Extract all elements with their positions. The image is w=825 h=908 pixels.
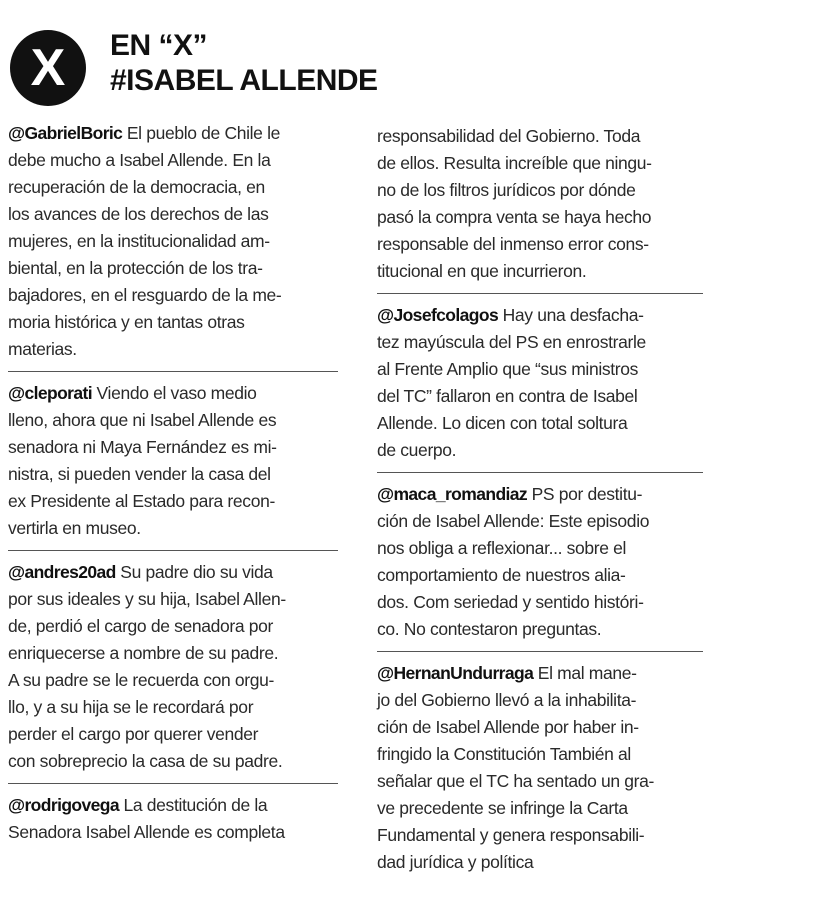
tweet-text: responsable del inmenso error cons- bbox=[377, 234, 649, 254]
tweet-text: bajadores, en el resguardo de la me- bbox=[8, 285, 282, 305]
tweet-text: ve precedente se infringe la Carta bbox=[377, 798, 628, 818]
tweet-line bbox=[8, 488, 338, 515]
tweet-text: fringido la Constitución También al bbox=[377, 744, 631, 764]
tweet-line bbox=[8, 819, 338, 846]
tweet-item bbox=[377, 121, 703, 291]
tweet-separator bbox=[377, 293, 703, 294]
tweet-line bbox=[8, 309, 338, 336]
tweet-line bbox=[377, 437, 703, 464]
tweet-text: ción de Isabel Allende: Este episodio bbox=[377, 511, 650, 531]
tweet-text: tez mayúscula del PS en enrostrarle bbox=[377, 332, 646, 352]
tweet-text: comportamiento de nuestros alia- bbox=[377, 565, 626, 585]
tweet-item bbox=[377, 658, 703, 882]
tweet-line bbox=[8, 461, 338, 488]
tweet-line bbox=[377, 123, 703, 150]
tweet-line bbox=[8, 667, 338, 694]
tweet-line bbox=[377, 660, 703, 687]
tweet-text: señalar que el TC ha sentado un gra- bbox=[377, 771, 654, 791]
tweet-text: El pueblo de Chile le bbox=[122, 123, 280, 143]
tweet-text: Allende. Lo dicen con total soltura bbox=[377, 413, 628, 433]
tweet-item bbox=[8, 790, 338, 852]
tweet-line bbox=[8, 586, 338, 613]
tweet-separator bbox=[377, 651, 703, 652]
tweet-line bbox=[377, 410, 703, 437]
tweet-text: titucional en que incurrieron. bbox=[377, 261, 587, 281]
tweet-text: de ellos. Resulta increíble que ningu- bbox=[377, 153, 652, 173]
section-title bbox=[110, 28, 378, 98]
tweet-text: llo, y a su hija se le recordará por bbox=[8, 697, 254, 717]
tweet-line bbox=[377, 481, 703, 508]
tweet-line bbox=[377, 302, 703, 329]
tweet-text: senadora ni Maya Fernández es mi- bbox=[8, 437, 277, 457]
tweet-text: nos obliga a reflexionar... sobre el bbox=[377, 538, 627, 558]
tweet-text: ción de Isabel Allende por haber in- bbox=[377, 717, 639, 737]
tweet-line bbox=[8, 228, 338, 255]
section-header bbox=[10, 24, 610, 104]
tweet-item bbox=[8, 378, 338, 548]
tweet-text: responsabilidad del Gobierno. Toda bbox=[377, 126, 641, 146]
tweet-line bbox=[377, 231, 703, 258]
x-logo-icon: X bbox=[10, 30, 86, 106]
tweet-line bbox=[377, 741, 703, 768]
tweet-line bbox=[8, 434, 338, 461]
tweet-line bbox=[377, 795, 703, 822]
tweet-line bbox=[377, 714, 703, 741]
tweet-line bbox=[377, 329, 703, 356]
tweet-text: Su padre dio su vida bbox=[115, 562, 273, 582]
tweet-text: de cuerpo. bbox=[377, 440, 457, 460]
tweet-item bbox=[8, 557, 338, 781]
tweet-line bbox=[8, 201, 338, 228]
tweet-line bbox=[8, 120, 338, 147]
tweet-line bbox=[377, 562, 703, 589]
tweet-line bbox=[8, 147, 338, 174]
tweet-text: biental, en la protección de los tra- bbox=[8, 258, 263, 278]
tweet-separator bbox=[8, 371, 338, 372]
tweet-line bbox=[377, 616, 703, 643]
tweet-text: debe mucho a Isabel Allende. En la bbox=[8, 150, 271, 170]
tweet-item bbox=[377, 479, 703, 649]
tweet-text: dad jurídica y política bbox=[377, 852, 534, 872]
tweet-line bbox=[8, 380, 338, 407]
tweet-text: dos. Com seriedad y sentido históri- bbox=[377, 592, 644, 612]
tweet-line bbox=[8, 613, 338, 640]
tweet-text: perder el cargo por querer vender bbox=[8, 724, 259, 744]
tweet-line bbox=[377, 849, 703, 876]
tweet-handle: @rodrigovega bbox=[8, 795, 119, 815]
tweet-line bbox=[377, 204, 703, 231]
tweet-text: co. No contestaron preguntas. bbox=[377, 619, 602, 639]
tweet-text: materias. bbox=[8, 339, 77, 359]
tweet-handle: @HernanUndurraga bbox=[377, 663, 534, 683]
tweet-line bbox=[377, 177, 703, 204]
tweet-text: vertirla en museo. bbox=[8, 518, 141, 538]
tweet-line bbox=[8, 640, 338, 667]
tweet-line bbox=[8, 559, 338, 586]
tweet-line bbox=[377, 768, 703, 795]
tweet-line bbox=[377, 150, 703, 177]
tweet-text: por sus ideales y su hija, Isabel Allen- bbox=[8, 589, 286, 609]
tweet-item bbox=[8, 118, 338, 369]
tweet-text: al Frente Amplio que “sus ministros bbox=[377, 359, 639, 379]
tweet-line bbox=[377, 356, 703, 383]
tweet-line bbox=[8, 407, 338, 434]
tweet-line bbox=[8, 694, 338, 721]
tweet-text: La destitución de la bbox=[119, 795, 268, 815]
tweet-text: pasó la compra venta se haya hecho bbox=[377, 207, 652, 227]
tweet-line bbox=[8, 792, 338, 819]
tweet-line bbox=[377, 508, 703, 535]
tweet-item bbox=[377, 300, 703, 470]
tweet-line bbox=[8, 748, 338, 775]
tweet-text: moria histórica y en tantas otras bbox=[8, 312, 245, 332]
tweet-line bbox=[377, 383, 703, 410]
right-column bbox=[377, 121, 703, 882]
tweet-handle: @GabrielBoric bbox=[8, 123, 123, 143]
tweet-text: los avances de los derechos de las bbox=[8, 204, 269, 224]
tweet-text: nistra, si pueden vender la casa del bbox=[8, 464, 271, 484]
tweet-text: Viendo el vaso medio bbox=[92, 383, 257, 403]
tweet-separator bbox=[377, 472, 703, 473]
tweet-text: Fundamental y genera responsabili- bbox=[377, 825, 645, 845]
title-line-2: #ISABEL ALLENDE bbox=[110, 64, 378, 97]
tweet-line bbox=[8, 174, 338, 201]
tweet-line bbox=[8, 282, 338, 309]
tweet-text: recuperación de la democracia, en bbox=[8, 177, 265, 197]
tweet-text: El mal mane- bbox=[533, 663, 637, 683]
tweet-line bbox=[377, 535, 703, 562]
tweet-text: de, perdió el cargo de senadora por bbox=[8, 616, 274, 636]
tweet-line bbox=[377, 822, 703, 849]
tweet-line bbox=[377, 258, 703, 285]
tweet-line bbox=[377, 687, 703, 714]
tweet-separator bbox=[8, 550, 338, 551]
tweet-line bbox=[8, 255, 338, 282]
tweet-text: con sobreprecio la casa de su padre. bbox=[8, 751, 283, 771]
tweet-text: lleno, ahora que ni Isabel Allende es bbox=[8, 410, 277, 430]
tweet-line bbox=[8, 721, 338, 748]
tweet-handle: @Josefcolagos bbox=[377, 305, 499, 325]
tweet-text: no de los filtros jurídicos por dónde bbox=[377, 180, 636, 200]
tweet-text: A su padre se le recuerda con orgu- bbox=[8, 670, 274, 690]
tweet-text: mujeres, en la institucionalidad am- bbox=[8, 231, 270, 251]
tweet-text: del TC” fallaron en contra de Isabel bbox=[377, 386, 638, 406]
tweet-line bbox=[8, 515, 338, 542]
tweet-separator bbox=[8, 783, 338, 784]
tweet-handle: @maca_romandiaz bbox=[377, 484, 528, 504]
tweet-text: Senadora Isabel Allende es completa bbox=[8, 822, 285, 842]
tweet-handle: @cleporati bbox=[8, 383, 93, 403]
tweet-text: PS por destitu- bbox=[527, 484, 643, 504]
tweet-text: jo del Gobierno llevó a la inhabilita- bbox=[377, 690, 637, 710]
tweet-line bbox=[377, 589, 703, 616]
title-line-1: EN “X” bbox=[110, 29, 208, 62]
tweet-text: enriquecerse a nombre de su padre. bbox=[8, 643, 279, 663]
tweet-text: ex Presidente al Estado para recon- bbox=[8, 491, 275, 511]
left-column bbox=[8, 118, 338, 852]
tweet-text: Hay una desfacha- bbox=[498, 305, 644, 325]
tweet-handle: @andres20ad bbox=[8, 562, 116, 582]
tweet-line bbox=[8, 336, 338, 363]
